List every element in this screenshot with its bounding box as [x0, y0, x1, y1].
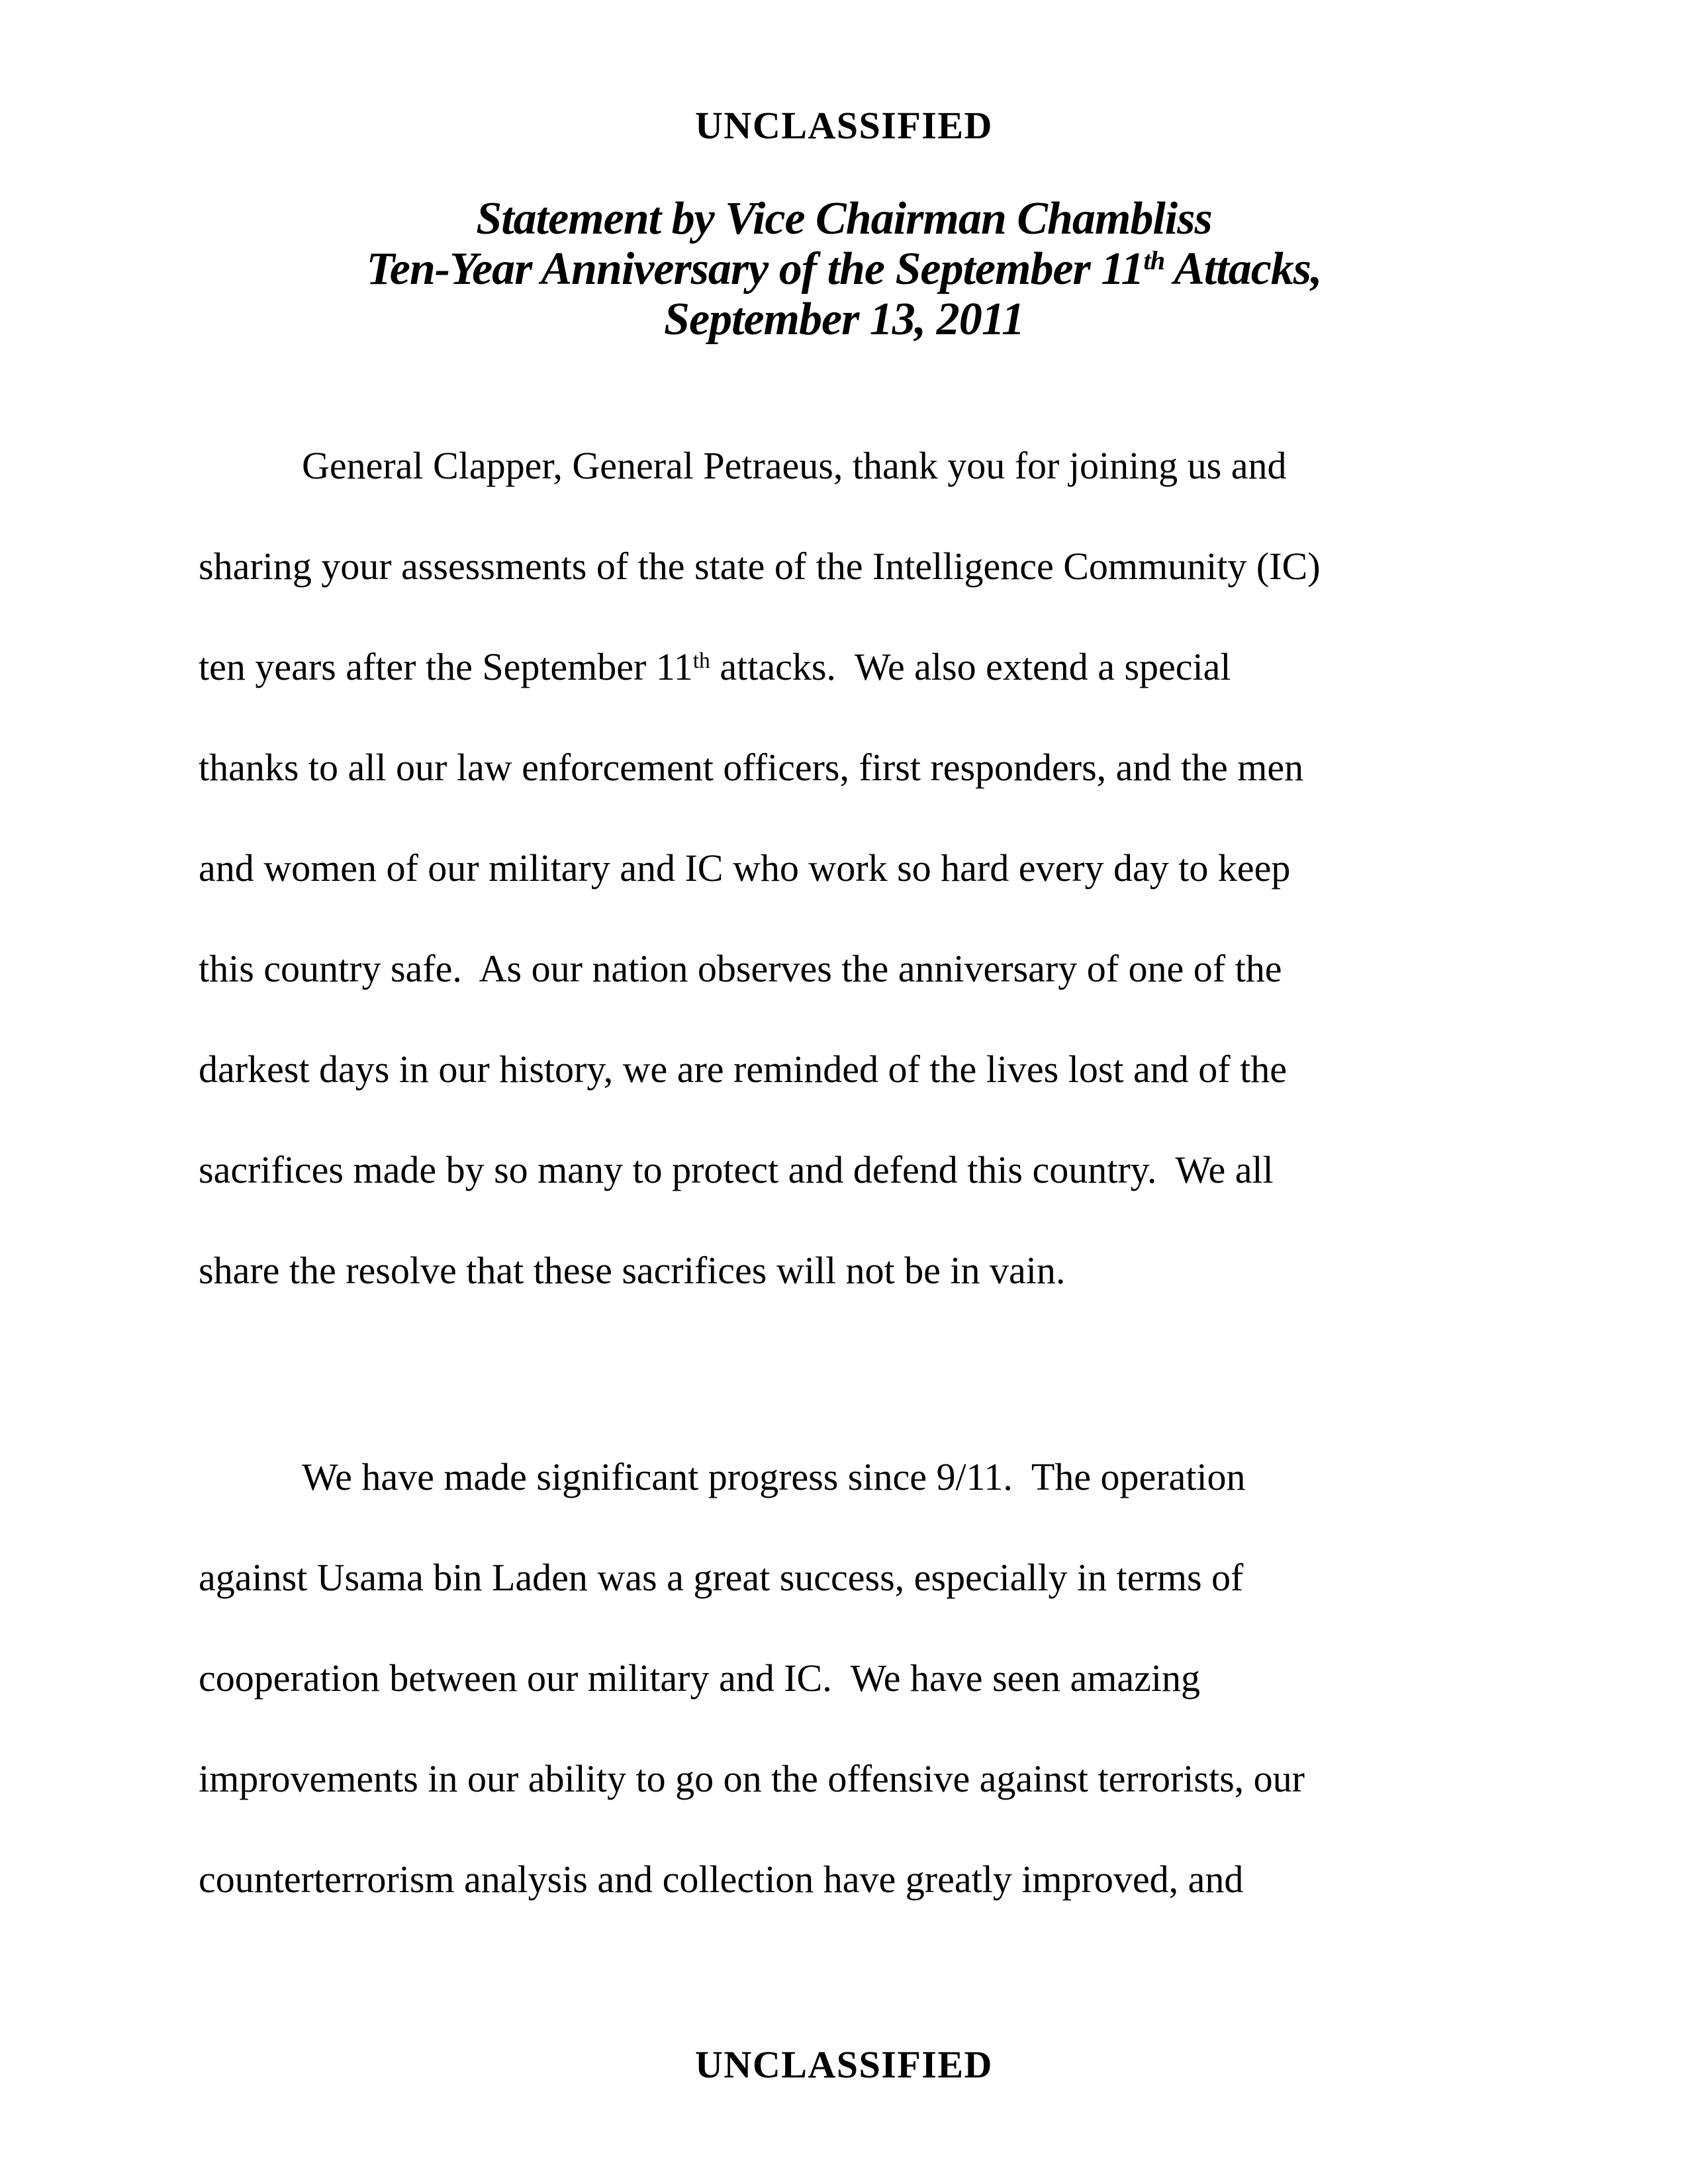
- text-segment: this country safe. As our nation observes the anniversary of one of the: [199, 947, 1282, 990]
- text-segment: cooperation between our military and IC. We have seen amazing: [199, 1657, 1200, 1700]
- superscript-text: th: [692, 648, 710, 673]
- text-line: [199, 919, 1496, 1019]
- text-segment: ten years after the September 11: [199, 645, 693, 688]
- text-segment: sacrifices made by so many to protect and defend this country. We all: [199, 1148, 1274, 1191]
- superscript-text: th: [1143, 245, 1165, 275]
- text-segment: thanks to all our law enforcement officers, first responders, and the men: [199, 746, 1304, 789]
- text-segment: We have made significant progress since 9/11. The operation: [302, 1455, 1246, 1498]
- classification-header: UNCLASSIFIED: [695, 104, 993, 147]
- text-line: [0, 194, 1688, 244]
- text-segment: counterterrorism analysis and collection have greatly improved, and: [199, 1858, 1244, 1901]
- text-line: [199, 416, 1496, 516]
- text-segment: share the resolve that these sacrifices will not be in vain.: [199, 1249, 1066, 1292]
- document-body: [199, 416, 1496, 1930]
- text-line: [199, 818, 1496, 919]
- paragraph: [199, 416, 1496, 1321]
- text-line: [199, 1628, 1496, 1729]
- text-line: [0, 244, 1688, 295]
- text-segment: Ten-Year Anniversary of the September 11: [366, 244, 1144, 295]
- text-line: [199, 1019, 1496, 1120]
- text-line: [0, 295, 1688, 345]
- text-line: [199, 1527, 1496, 1628]
- text-segment: Attacks,: [1164, 244, 1322, 295]
- text-segment: September 13, 2011: [664, 294, 1024, 345]
- text-segment: sharing your assessments of the state of the Intelligence Community (IC): [199, 545, 1321, 588]
- paragraph: [199, 1427, 1496, 1930]
- text-segment: Statement by Vice Chairman Chambliss: [476, 193, 1212, 244]
- text-line: [199, 1120, 1496, 1220]
- text-line: [199, 1220, 1496, 1321]
- document-title: [0, 194, 1688, 345]
- text-line: [199, 1829, 1496, 1930]
- text-segment: General Clapper, General Petraeus, thank you for joining us and: [302, 444, 1287, 487]
- text-segment: darkest days in our history, we are reminded of the lives lost and of the: [199, 1048, 1287, 1091]
- text-line: [199, 516, 1496, 617]
- text-segment: against Usama bin Laden was a great success, especially in terms of: [199, 1556, 1244, 1599]
- text-segment: and women of our military and IC who work so hard every day to keep: [199, 846, 1291, 889]
- text-line: [199, 617, 1496, 717]
- text-line: [199, 1729, 1496, 1829]
- text-line: [199, 1427, 1496, 1527]
- text-segment: improvements in our ability to go on the offensive against terrorists, our: [199, 1757, 1305, 1800]
- text-segment: attacks. We also extend a special: [710, 645, 1231, 688]
- text-line: [199, 717, 1496, 818]
- classification-footer: UNCLASSIFIED: [695, 2043, 993, 2086]
